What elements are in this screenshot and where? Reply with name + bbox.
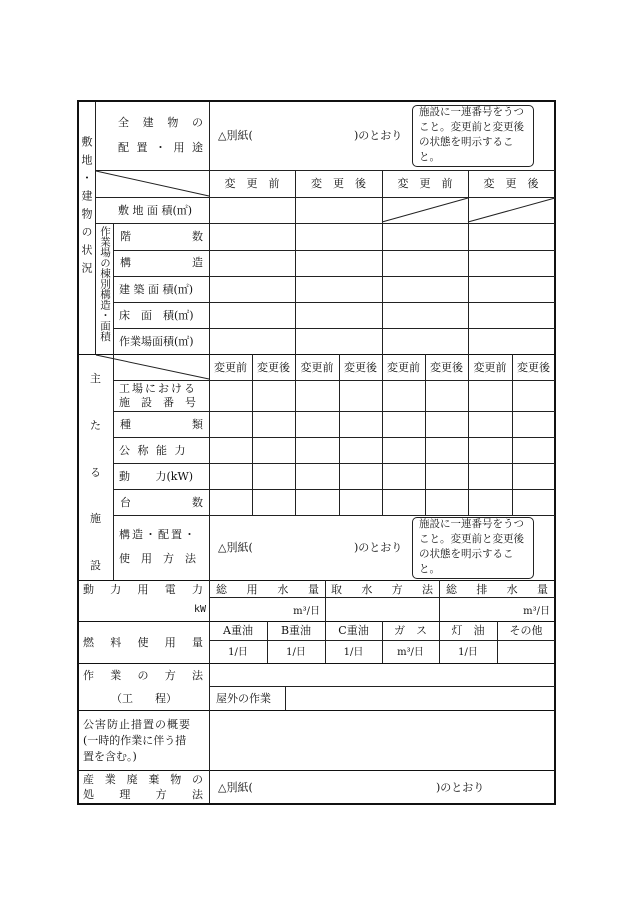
label-char: 水 [361,583,373,596]
fuel-type: C重油 [338,624,369,637]
fuel-type: 灯 油 [451,624,485,637]
pollution-label-1: 公害防止措置の概要 [83,718,191,731]
site-section-label [78,136,95,280]
label-char: 力 [110,583,122,596]
label-char: 方 [391,583,403,596]
facility-layout-label-2: 使 用 方 法 [119,552,196,565]
label-char: 階 [120,230,131,243]
label-char: 総 [446,583,457,596]
label-char: 法 [421,583,433,596]
kind-label [120,418,203,431]
label-char: ・ [155,141,166,154]
pollution-label-3: 置を含む。) [83,750,137,763]
label-char: 業 [104,773,116,786]
label-char: 電 [164,583,176,596]
facility-attachment-end: )のとおり [354,541,403,554]
facility-number-label-2: 施 設 番 号 [119,396,196,409]
structure-label [120,256,203,269]
facility-note: 施設に一連番号をうつこと。変更前と変更後の状態を明示すること。 [419,518,524,575]
facility-char: 設 [90,559,101,572]
facility-header: 変更後 [517,361,550,374]
label-char: 作 [83,669,94,682]
label-char: 数 [192,230,203,243]
fuel-type: その他 [509,624,543,637]
label-char: 用 [173,141,185,154]
fuel-unit: m³/日 [397,647,424,658]
site-section-text: 敷地・建物の状況 [80,136,93,280]
facility-char: た [90,418,101,432]
label-char: 方 [164,669,176,682]
label-char: 配 [118,141,129,154]
facility-char: 主 [90,372,101,385]
label-char: 途 [192,141,203,154]
floors-label [120,230,203,243]
power-usage-label [83,583,203,596]
building-header-4: 変 更 後 [483,177,539,190]
facility-number-label-1: 工場における [119,382,197,395]
fuel-type: ガ ス [394,624,427,637]
label-char: 造 [192,256,203,269]
layout-attachment: △別紙( [218,129,253,142]
label-char: 構 [120,256,131,269]
power-unit: kW [193,604,206,615]
label-char: 廃 [126,773,138,786]
label-char: 用 [137,583,149,596]
label-char: 建 [142,116,154,129]
facility-header: 変更後 [257,361,290,374]
label-char: 物 [170,773,182,786]
label-char: 力 [192,583,203,596]
power-label: 動 力(kW) [119,470,194,483]
label-char: 水 [277,583,289,596]
label-char: 取 [331,583,342,596]
waste-attachment: △別紙( [218,781,253,794]
drain-unit: m³/日 [523,606,550,617]
label-char: 法 [191,788,203,801]
facility-layout-label-1: 構造・配置・ [119,528,197,541]
water-intake-label [331,583,433,596]
units-label [120,496,203,509]
label-char: 理 [119,788,131,801]
label-char: 量 [192,636,203,649]
fuel-unit: 1/日 [458,647,478,658]
work-method-label [83,669,203,682]
label-char: 用 [164,636,176,649]
waste-label-2 [83,788,203,801]
workshop-section-text: 作業場の棟別構造・面積 [99,226,111,342]
layout-label-1 [118,116,203,129]
label-char: 業 [110,669,122,682]
fuel-type: B重油 [280,624,312,637]
fuel-unit: 1/日 [228,647,248,658]
label-char: 数 [192,496,203,509]
workshop-section-label [96,226,113,342]
outdoor-work-label: 屋外の作業 [216,692,271,705]
label-char: 燃 [83,636,94,649]
label-char: 量 [536,583,548,596]
label-char: 棄 [148,773,160,786]
label-char: 置 [136,141,148,154]
facility-header: 変更後 [344,361,377,374]
label-char: 総 [216,583,227,596]
label-char: 種 [120,418,131,431]
facility-section-label [78,372,113,572]
waste-label-1 [83,773,203,786]
label-char: 水 [506,583,518,596]
label-char: 使 [137,636,149,649]
facility-header: 変更前 [473,361,507,374]
label-char: 用 [246,583,258,596]
facility-header: 変更前 [300,361,334,374]
label-char: 産 [83,773,94,786]
facility-header: 変更前 [387,361,420,374]
label-char: の [191,773,203,786]
label-char: 台 [120,496,131,509]
label-char: 類 [192,418,203,431]
label-char: 方 [155,788,167,801]
facility-char: る [90,465,101,479]
fuel-unit: 1/日 [343,647,364,658]
label-char: 動 [83,583,94,596]
label-char: 物 [167,116,179,129]
layout-note: 施設に一連番号をうつこと。変更前と変更後の状態を明示すること。 [419,106,524,163]
facility-header: 変更前 [214,361,247,374]
label-char: 処 [83,788,94,801]
building-header-2: 変 更 後 [311,177,366,190]
building-header-1: 変 更 前 [224,177,280,190]
facility-attachment: △別紙( [218,541,253,554]
label-char: 排 [476,583,488,596]
water-total-label [216,583,319,596]
water-unit: m³/日 [293,606,320,617]
pollution-label-2: (一時的作業に伴う措 [83,734,187,747]
work-process-label: （工 程） [111,692,177,705]
fuel-unit: 1/日 [286,647,306,658]
label-char: 料 [110,636,122,649]
site-area-label: 敷 地 面 積(㎡) [118,204,193,217]
workshop-area-label: 作業場面積(㎡) [119,335,194,348]
label-char: 法 [192,669,203,682]
label-char: 量 [307,583,319,596]
building-area-label: 建 築 面 積(㎡) [119,283,194,296]
label-char: の [191,116,203,129]
facility-char: 施 [90,512,101,526]
drain-total-label [446,583,548,596]
label-char: 全 [118,116,129,129]
waste-attachment-end: )のとおり [436,781,485,794]
building-header-3: 変 更 前 [397,177,453,190]
floor-area-label: 床 面 積(㎡) [119,309,194,322]
capacity-label: 公 称 能 力 [119,444,188,457]
layout-attachment-end: )のとおり [354,129,403,142]
fuel-usage-label [83,636,203,649]
layout-label-2 [118,141,203,154]
facility-header: 変更後 [430,361,463,374]
fuel-type: A重油 [223,624,253,637]
label-char: の [137,669,149,682]
